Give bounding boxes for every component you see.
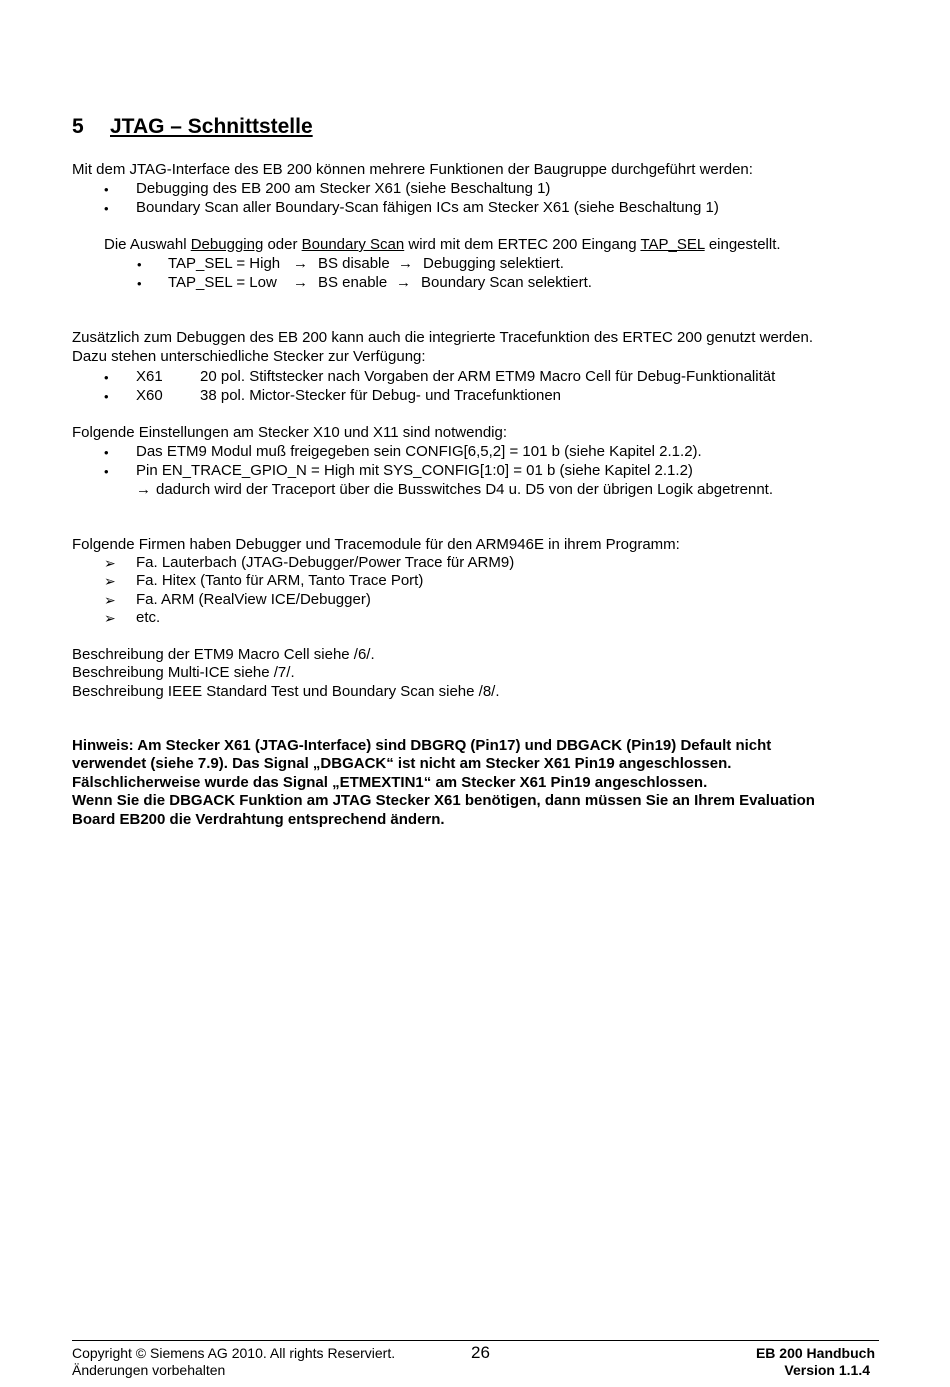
note-line: verwendet (siehe 7.9). Das Signal „DBGACK“ ist nicht am Stecker X61 Pin19 angeschlossen. [72,755,732,772]
note-line: Board EB200 die Verdrahtung entsprechend ändern. [72,811,445,828]
selection-text: Die Auswahl [104,236,191,253]
selection-text: wird mit dem ERTEC 200 Eingang [404,236,641,253]
selection-paragraph [104,236,781,254]
footer-manual-title: EB 200 Handbuch [755,1345,875,1361]
trace-text: Zusätzlich zum Debuggen des EB 200 kann auch die integrierte Tracefunktion des ERTEC 200 genutzt werden. [72,329,813,346]
settings-item: Das ETM9 Modul muß freigegeben sein CONFIG[6,5,2] = 101 b (siehe Kapitel 2.1.2). [136,443,702,460]
arrowhead-bullet-icon: ➢ [104,555,116,571]
bullet-icon: • [104,389,109,404]
firm-item: etc. [136,609,161,626]
bullet-icon: • [104,370,109,385]
tap-sel-term: TAP_SEL [640,236,705,253]
reference-line: Beschreibung IEEE Standard Test und Boundary Scan siehe /8/. [72,683,500,700]
reference-line: Beschreibung der ETM9 Macro Cell siehe /6/. [72,646,375,663]
arrowhead-bullet-icon: ➢ [104,610,116,626]
function-item: Boundary Scan aller Boundary-Scan fähigen ICs am Stecker X61 (siehe Beschaltung 1) [136,199,719,216]
bullet-icon: • [104,445,109,460]
firm-item: Fa. ARM (RealView ICE/Debugger) [136,591,371,608]
function-item: Debugging des EB 200 am Stecker X61 (siehe Beschaltung 1) [136,180,551,197]
arrow-right-icon: → [293,255,308,272]
settings-consequence: dadurch wird der Traceport über die Busswitches D4 u. D5 von der übrigen Logik abgetrennt. [156,481,774,498]
bs-state: BS enable [318,274,388,291]
footer-changes: Änderungen vorbehalten [72,1362,226,1378]
arrow-right-icon: → [398,255,413,272]
arrowhead-bullet-icon: ➢ [104,592,116,608]
firm-item: Fa. Lauterbach (JTAG-Debugger/Power Trace für ARM9) [136,554,515,571]
selection-text: oder [263,236,302,253]
tap-sel-setting: TAP_SEL = Low [168,274,277,291]
bullet-icon: • [104,201,109,216]
bs-state: BS disable [318,255,390,272]
bullet-icon: • [137,276,142,291]
mode-result: Debugging selektiert. [423,255,564,272]
arrow-right-icon: → [136,481,151,498]
footer-version: Version 1.1.4 [784,1362,870,1378]
connector-desc: 38 pol. Mictor-Stecker für Debug- und Tracefunktionen [200,387,562,404]
arrowhead-bullet-icon: ➢ [104,573,116,589]
settings-intro: Folgende Einstellungen am Stecker X10 und X11 sind notwendig: [72,424,508,441]
footer-divider [72,1340,879,1341]
footer-copyright: Copyright © Siemens AG 2010. All rights Reserviert. [72,1345,396,1361]
firm-item: Fa. Hitex (Tanto für ARM, Tanto Trace Port) [136,572,424,589]
bullet-icon: • [104,464,109,479]
debugging-term: Debugging [190,236,264,253]
mode-result: Boundary Scan selektiert. [421,274,592,291]
intro-text: Mit dem JTAG-Interface des EB 200 können mehrere Funktionen der Baugruppe durchgeführt werden: [72,161,753,178]
arrow-right-icon: → [396,274,411,291]
note-line: Fälschlicherweise wurde das Signal „ETMEXTIN1“ am Stecker X61 Pin19 angeschlossen. [72,774,708,791]
settings-item: Pin EN_TRACE_GPIO_N = High mit SYS_CONFIG[1:0] = 01 b (siehe Kapitel 2.1.2) [136,462,693,479]
trace-text: Dazu stehen unterschiedliche Stecker zur Verfügung: [72,348,426,365]
connector-id: X61 [136,368,163,385]
selection-text: eingestellt. [704,236,781,253]
firms-intro: Folgende Firmen haben Debugger und Tracemodule für den ARM946E in ihrem Programm: [72,536,680,553]
connector-id: X60 [136,387,163,404]
bullet-icon: • [137,257,142,272]
note-line: Hinweis: Am Stecker X61 (JTAG-Interface) sind DBGRQ (Pin17) und DBGACK (Pin19) Default nicht [72,737,772,754]
reference-line: Beschreibung Multi-ICE siehe /7/. [72,664,295,681]
section-title: JTAG – Schnittstelle [110,115,313,138]
section-number: 5 [72,115,84,138]
boundary-scan-term: Boundary Scan [301,236,405,253]
arrow-right-icon: → [293,274,308,291]
connector-desc: 20 pol. Stiftstecker nach Vorgaben der ARM ETM9 Macro Cell für Debug-Funktionalität [200,368,776,385]
tap-sel-setting: TAP_SEL = High [168,255,281,272]
note-line: Wenn Sie die DBGACK Funktion am JTAG Stecker X61 benötigen, dann müssen Sie an Ihrem Evaluation [72,792,815,809]
bullet-icon: • [104,182,109,197]
page-number: 26 [471,1343,490,1362]
